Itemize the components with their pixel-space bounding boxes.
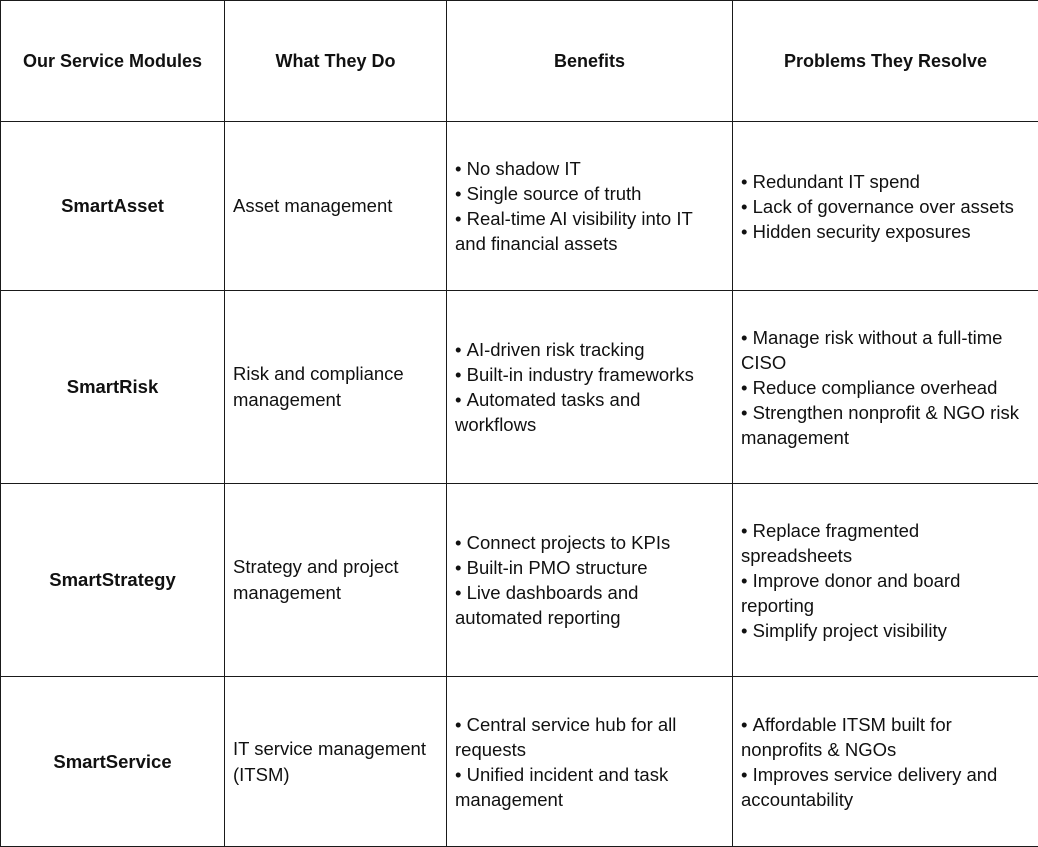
list-item: • Replace fragmented spreadsheets <box>741 518 1030 568</box>
module-name-smartasset: SmartAsset <box>1 122 225 291</box>
problems-list <box>741 169 1030 244</box>
list-item: • Built-in industry frameworks <box>455 362 724 387</box>
list-item: • Improve donor and board reporting <box>741 568 1030 618</box>
module-description: Risk and compliance management <box>225 291 447 484</box>
list-item: • Central service hub for all requests <box>455 712 724 762</box>
problems-cell <box>733 122 1038 291</box>
list-item: • Strengthen nonprofit & NGO risk management <box>741 400 1030 450</box>
benefits-list <box>455 712 724 812</box>
module-description: IT service management (ITSM) <box>225 677 447 847</box>
table-row <box>1 677 1038 847</box>
header-problems: Problems They Resolve <box>733 1 1038 122</box>
module-name-smartrisk: SmartRisk <box>1 291 225 484</box>
module-description: Asset management <box>225 122 447 291</box>
module-description: Strategy and project management <box>225 484 447 677</box>
benefits-list <box>455 156 724 256</box>
list-item: • Live dashboards and automated reporting <box>455 580 724 630</box>
problems-list <box>741 518 1030 643</box>
benefits-cell <box>447 291 733 484</box>
list-item: • Reduce compliance overhead <box>741 375 1030 400</box>
problems-list <box>741 712 1030 812</box>
list-item: • Lack of governance over assets <box>741 194 1030 219</box>
list-item: • Real-time AI visibility into IT and financial assets <box>455 206 724 256</box>
benefits-cell <box>447 122 733 291</box>
header-benefits: Benefits <box>447 1 733 122</box>
table-row <box>1 484 1038 677</box>
list-item: • Improves service delivery and accountability <box>741 762 1030 812</box>
list-item: • Connect projects to KPIs <box>455 530 724 555</box>
header-modules: Our Service Modules <box>1 1 225 122</box>
table-row <box>1 122 1038 291</box>
benefits-list <box>455 530 724 630</box>
benefits-cell <box>447 484 733 677</box>
problems-cell <box>733 291 1038 484</box>
list-item: • AI-driven risk tracking <box>455 337 724 362</box>
list-item: • Affordable ITSM built for nonprofits & NGOs <box>741 712 1030 762</box>
list-item: • Manage risk without a full-time CISO <box>741 325 1030 375</box>
list-item: • Redundant IT spend <box>741 169 1030 194</box>
table-header-row <box>1 1 1038 122</box>
header-what: What They Do <box>225 1 447 122</box>
list-item: • Built-in PMO structure <box>455 555 724 580</box>
list-item: • Simplify project visibility <box>741 618 1030 643</box>
benefits-cell <box>447 677 733 847</box>
list-item: • Hidden security exposures <box>741 219 1030 244</box>
table-row <box>1 291 1038 484</box>
list-item: • Unified incident and task management <box>455 762 724 812</box>
problems-list <box>741 325 1030 450</box>
list-item: • No shadow IT <box>455 156 724 181</box>
module-name-smartstrategy: SmartStrategy <box>1 484 225 677</box>
list-item: • Automated tasks and workflows <box>455 387 724 437</box>
list-item: • Single source of truth <box>455 181 724 206</box>
problems-cell <box>733 677 1038 847</box>
module-name-smartservice: SmartService <box>1 677 225 847</box>
benefits-list <box>455 337 724 437</box>
problems-cell <box>733 484 1038 677</box>
